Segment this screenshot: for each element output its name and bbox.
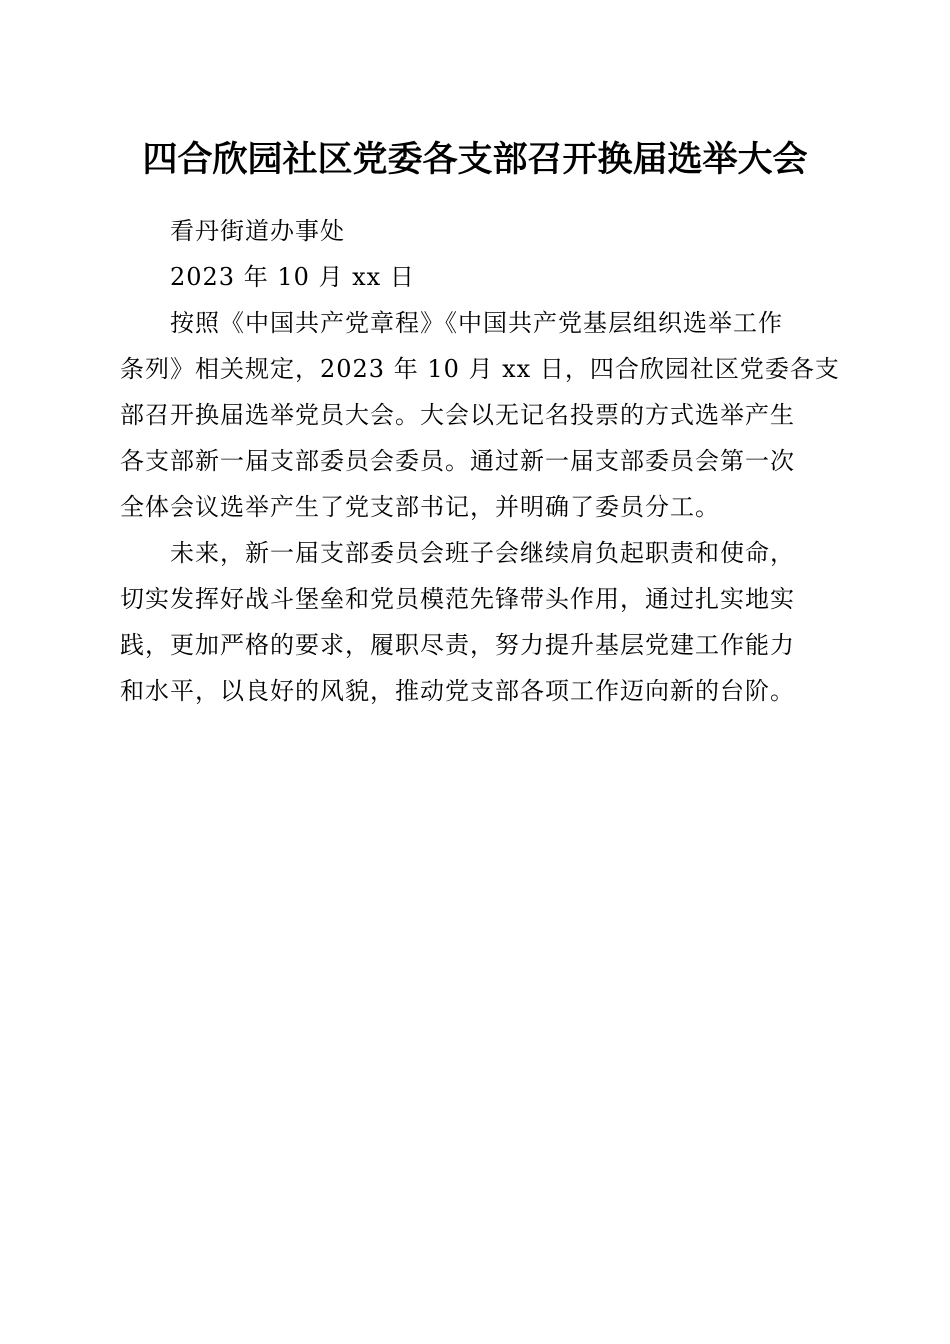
paragraph-line: 和水平，以良好的风貌，推动党支部各项工作迈向新的台阶。 — [120, 677, 795, 705]
paragraph-line: 部召开换届选举党员大会。大会以无记名投票的方式选举产生 — [120, 401, 795, 429]
date-line: 2023 年 10 月 xx 日 — [170, 263, 415, 291]
paragraph-line: 按照《中国共产党章程》《中国共产党基层组织选举工作 — [170, 309, 783, 337]
paragraph-line: 切实发挥好战斗堡垒和党员模范先锋带头作用，通过扎实地实 — [120, 585, 795, 613]
paragraph-line: 各支部新一届支部委员会委员。通过新一届支部委员会第一次 — [120, 447, 795, 475]
document-title: 四合欣园社区党委各支部召开换届选举大会 — [142, 139, 808, 180]
paragraph-line: 践，更加严格的要求，履职尽责，努力提升基层党建工作能力 — [120, 631, 795, 659]
paragraph-line: 条列》相关规定，2023 年 10 月 xx 日，四合欣园社区党委各支 — [120, 355, 840, 383]
paragraph-line: 未来，新一届支部委员会班子会继续肩负起职责和使命， — [170, 539, 795, 567]
source-line: 看丹街道办事处 — [170, 217, 345, 245]
document-body — [120, 208, 840, 714]
paragraph-1 — [120, 300, 840, 530]
paragraph-2 — [120, 530, 830, 714]
paragraph-line: 全体会议选举产生了党支部书记，并明确了委员分工。 — [120, 493, 720, 521]
